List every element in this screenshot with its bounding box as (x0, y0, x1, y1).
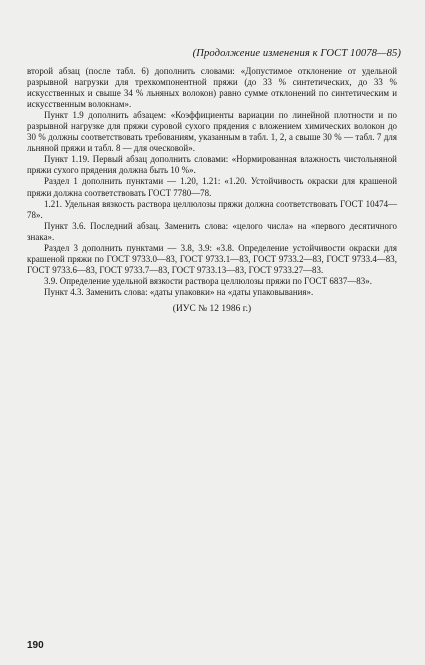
paragraph-item-1-19: Пункт 1.19. Первый абзац дополнить словами: «Нормированная влажность чистольняной пряжи сухого прядения должна быть 10 %». (27, 154, 397, 176)
page-number: 190 (27, 640, 44, 651)
publication-reference: (ИУС № 12 1986 г.) (172, 303, 252, 314)
paragraph-item-1-9: Пункт 1.9 дополнить абзацем: «Коэффициенты вариации по линейной плотности и по разрывной нагрузке для пряжи суровой сухого прядения с вложением химических волокон до 30 % должны соответствовать требованиям, указанным в табл. 1, 2, а свыше 30 % — табл. 7 для льняной пряжи и табл. 8 — для оческовой». (27, 110, 397, 154)
paragraph-item-3-9: 3.9. Определение удельной вязкости раствора целлюлозы пряжи по ГОСТ 6837—83». (44, 275, 372, 286)
paragraph-section-3-additions: Раздел 3 дополнить пунктами — 3.8, 3.9: «3.8. Определение устойчивости окраски для крашеной пряжи по ГОСТ 9733.0—83, ГОСТ 9733.1—83, ГОСТ 9733.2—83, ГОСТ 9733.4—83, ГОСТ 9733.6—83, ГОСТ 9733.7—83, ГОСТ 9733.13—83, ГОСТ 9733.27—83. (27, 242, 397, 275)
paragraph-section-1-additions: Раздел 1 дополнить пунктами — 1.20, 1.21: «1.20. Устойчивость окраски для крашеной пряжи должна соответствовать ГОСТ 7780—78. (27, 176, 397, 198)
running-header: (Продолжение изменения к ГОСТ 10078—85) (192, 48, 401, 59)
document-body (27, 66, 397, 315)
paragraph-continuation: второй абзац (после табл. 6) дополнить словами: «Допустимое отклонение от удельной разрывной нагрузки для трехкомпонентной пряжи (до 33 % синтетических, до 33 % искусственных и свыше 34 % льняных волокон) равно сумме отклонений по синтетическим и искусственным волокнам». (27, 66, 397, 110)
paragraph-item-4-3: Пункт 4.3. Заменить слова: «даты упаковки» на «даты упаковывания». (44, 286, 314, 297)
paragraph-item-1-21: 1.21. Удельная вязкость раствора целлюлозы пряжи должна соответствовать ГОСТ 10474—78». (27, 198, 397, 220)
paragraph-item-3-6: Пункт 3.6. Последний абзац. Заменить слова: «целого числа» на «первого десятичного знака». (27, 220, 397, 242)
